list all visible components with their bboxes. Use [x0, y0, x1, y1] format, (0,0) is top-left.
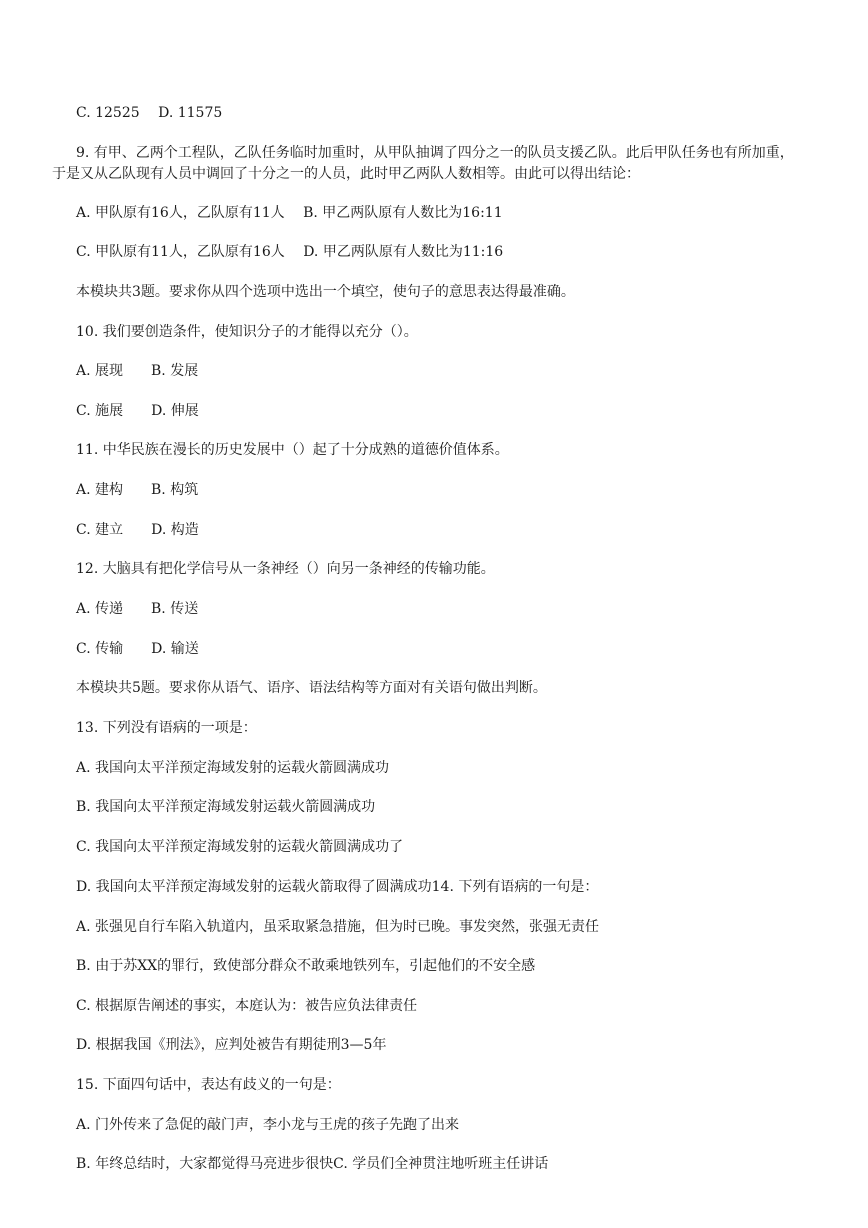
option-line-q11-cd: C. 建立 D. 构造: [76, 522, 199, 538]
question-9-line-2: 于是又从乙队现有人员中调回了十分之一的人员，此时甲乙两队人数相等。由此可以得出结论：: [52, 166, 640, 182]
section-instruction-judgement: 本模块共5题。要求你从语气、语序、语法结构等方面对有关语句做出判断。: [76, 680, 547, 696]
option-q13-c: C. 我国向太平洋预定海域发射的运载火箭圆满成功了: [76, 839, 404, 855]
option-line-q11-ab: A. 建构 B. 构筑: [76, 482, 199, 498]
option-line-q8-cd: C. 12525 D. 11575: [76, 105, 223, 121]
question-12: 12. 大脑具有把化学信号从一条神经（）向另一条神经的传输功能。: [76, 561, 495, 577]
question-9-line-1: 9. 有甲、乙两个工程队，乙队任务临时加重时，从甲队抽调了四分之一的队员支援乙队。此后甲队任务也有所加重，: [76, 145, 794, 161]
option-q13-a: A. 我国向太平洋预定海域发射的运载火箭圆满成功: [76, 760, 390, 776]
option-q14-b: B. 由于苏XX的罪行，致使部分群众不敢乘地铁列车，引起他们的不安全感: [76, 958, 536, 974]
option-line-q12-ab: A. 传递 B. 传送: [76, 601, 199, 617]
option-line-q10-cd: C. 施展 D. 伸展: [76, 403, 199, 419]
option-line-q9-cd: C. 甲队原有11人，乙队原有16人 D. 甲乙两队原有人数比为11:16: [76, 244, 504, 260]
option-q15-a: A. 门外传来了急促的敲门声，李小龙与王虎的孩子先跑了出来: [76, 1117, 460, 1133]
section-instruction-fill-blank: 本模块共3题。要求你从四个选项中选出一个填空，使句子的意思表达得最准确。: [76, 284, 575, 300]
option-line-q9-ab: A. 甲队原有16人，乙队原有11人 B. 甲乙两队原有人数比为16:11: [76, 205, 503, 221]
option-line-q12-cd: C. 传输 D. 输送: [76, 641, 199, 657]
option-q14-d: D. 根据我国《刑法》，应判处被告有期徒刑3—5年: [76, 1037, 387, 1053]
question-15: 15. 下面四句话中，表达有歧义的一句是：: [76, 1077, 341, 1093]
option-q13-b: B. 我国向太平洋预定海域发射运载火箭圆满成功: [76, 799, 376, 815]
option-line-q10-ab: A. 展现 B. 发展: [76, 363, 199, 379]
question-13: 13. 下列没有语病的一项是：: [76, 720, 257, 736]
question-10: 10. 我们要创造条件，使知识分子的才能得以充分（）。: [76, 324, 418, 340]
option-q14-a: A. 张强见自行车陷入轨道内，虽采取紧急措施，但为时已晚。事发突然，张强无责任: [76, 919, 600, 935]
option-q15-b-c: B. 年终总结时，大家都觉得马亮进步很快C. 学员们全神贯注地听班主任讲话: [76, 1156, 549, 1172]
option-q13-d-question-14: D. 我国向太平洋预定海域发射的运载火箭取得了圆满成功14. 下列有语病的一句是：: [76, 879, 599, 895]
question-11: 11. 中华民族在漫长的历史发展中（）起了十分成熟的道德价值体系。: [76, 442, 509, 458]
option-q14-c: C. 根据原告阐述的事实，本庭认为：被告应负法律责任: [76, 998, 418, 1014]
